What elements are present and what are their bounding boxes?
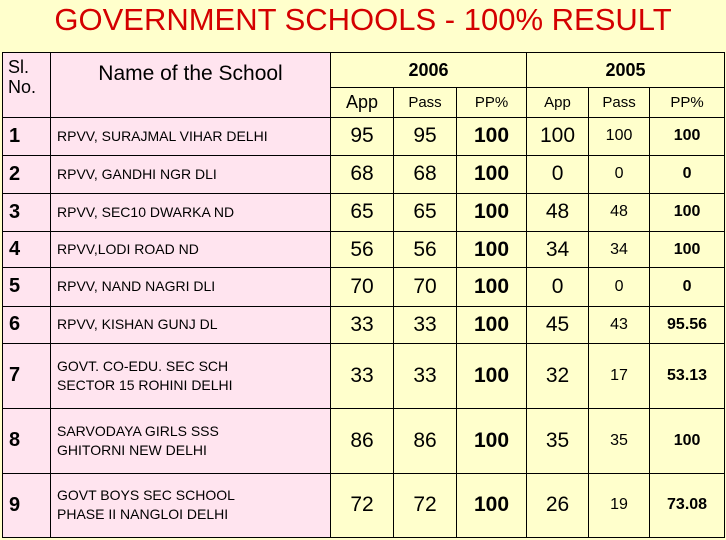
row-app-2005: 48 <box>527 193 589 231</box>
row-app-2005: 35 <box>527 409 589 473</box>
row-school-name <box>51 343 331 408</box>
school-name-line-2: SECTOR 15 ROHINI DELHI <box>57 376 233 393</box>
table-row <box>3 118 725 155</box>
row-pass-2005: 43 <box>589 306 650 343</box>
header-year-2005: 2005 <box>527 53 725 88</box>
row-school-name <box>51 306 331 343</box>
row-app-2006: 72 <box>331 473 394 537</box>
row-sl-number: 5 <box>3 268 51 306</box>
row-sl-number: 7 <box>3 343 51 408</box>
row-pp-2005: 95.56 <box>650 306 725 343</box>
row-school-name <box>51 193 331 231</box>
table-row <box>3 268 725 306</box>
header-pass-2005: Pass <box>589 88 650 118</box>
row-school-name <box>51 118 331 155</box>
school-name-line-1: GOVT BOYS SEC SCHOOL <box>57 487 235 504</box>
header-app-2005: App <box>527 88 589 118</box>
header-pp-2006: PP% <box>457 88 527 118</box>
row-pp-2005: 100 <box>650 232 725 268</box>
row-pass-2005: 0 <box>589 155 650 193</box>
row-app-2006: 68 <box>331 155 394 193</box>
table-row <box>3 409 725 473</box>
row-app-2006: 33 <box>331 343 394 408</box>
school-name-line-1: GOVT. CO-EDU. SEC SCH <box>57 357 229 374</box>
row-app-2005: 100 <box>527 118 589 155</box>
row-pass-2005: 48 <box>589 193 650 231</box>
row-sl-number: 4 <box>3 232 51 268</box>
row-school-name <box>51 409 331 473</box>
row-app-2005: 34 <box>527 232 589 268</box>
results-table <box>2 52 725 538</box>
row-school-name <box>51 155 331 193</box>
row-sl-number: 2 <box>3 155 51 193</box>
school-name-line-1: RPVV, KISHAN GUNJ DL <box>57 316 218 333</box>
school-name-line-1: RPVV, SURAJMAL VIHAR DELHI <box>57 127 268 144</box>
row-pass-2006: 72 <box>394 473 457 537</box>
header-pass-2006: Pass <box>394 88 457 118</box>
row-pp-2006: 100 <box>457 155 527 193</box>
row-pp-2006: 100 <box>457 306 527 343</box>
row-pp-2005: 100 <box>650 409 725 473</box>
row-app-2006: 33 <box>331 306 394 343</box>
row-app-2005: 32 <box>527 343 589 408</box>
header-app-2006: App <box>331 88 394 118</box>
row-pp-2005: 100 <box>650 118 725 155</box>
row-school-name <box>51 268 331 306</box>
row-pass-2005: 100 <box>589 118 650 155</box>
row-school-name <box>51 232 331 268</box>
row-pp-2005: 0 <box>650 155 725 193</box>
row-app-2006: 95 <box>331 118 394 155</box>
school-name-line-1: RPVV, GANDHI NGR DLI <box>57 165 217 182</box>
school-name-line-2: GHITORNI NEW DELHI <box>57 441 207 458</box>
row-pp-2006: 100 <box>457 118 527 155</box>
row-sl-number: 3 <box>3 193 51 231</box>
row-pass-2006: 95 <box>394 118 457 155</box>
row-pp-2006: 100 <box>457 232 527 268</box>
row-app-2006: 86 <box>331 409 394 473</box>
row-sl-number: 1 <box>3 118 51 155</box>
header-pp-2005: PP% <box>650 88 725 118</box>
school-name-line-1: RPVV,LODI ROAD ND <box>57 241 199 258</box>
row-pass-2006: 56 <box>394 232 457 268</box>
row-pp-2006: 100 <box>457 409 527 473</box>
row-pp-2005: 73.08 <box>650 473 725 537</box>
row-school-name <box>51 473 331 537</box>
row-sl-number: 6 <box>3 306 51 343</box>
row-pass-2005: 34 <box>589 232 650 268</box>
school-name-line-1: SARVODAYA GIRLS SSS <box>57 422 219 439</box>
table-row <box>3 232 725 268</box>
row-app-2006: 56 <box>331 232 394 268</box>
row-pp-2005: 53.13 <box>650 343 725 408</box>
header-year-2006: 2006 <box>331 53 527 88</box>
row-pass-2006: 33 <box>394 343 457 408</box>
school-name-line-2: PHASE II NANGLOI DELHI <box>57 506 229 523</box>
row-sl-number: 8 <box>3 409 51 473</box>
school-name-line-1: RPVV, SEC10 DWARKA ND <box>57 203 235 220</box>
row-pp-2006: 100 <box>457 473 527 537</box>
header-row-years <box>3 53 725 88</box>
row-pass-2005: 19 <box>589 473 650 537</box>
row-pp-2005: 0 <box>650 268 725 306</box>
table-row <box>3 473 725 537</box>
row-pp-2006: 100 <box>457 268 527 306</box>
row-pp-2006: 100 <box>457 343 527 408</box>
row-pass-2005: 17 <box>589 343 650 408</box>
row-pp-2006: 100 <box>457 193 527 231</box>
row-app-2005: 0 <box>527 268 589 306</box>
table-row <box>3 343 725 408</box>
row-sl-number: 9 <box>3 473 51 537</box>
row-app-2005: 45 <box>527 306 589 343</box>
row-pass-2006: 65 <box>394 193 457 231</box>
row-pp-2005: 100 <box>650 193 725 231</box>
row-pass-2006: 68 <box>394 155 457 193</box>
row-pass-2006: 86 <box>394 409 457 473</box>
school-name-line-1: RPVV, NAND NAGRI DLI <box>57 278 216 295</box>
table-row <box>3 155 725 193</box>
table-row <box>3 193 725 231</box>
row-pass-2006: 70 <box>394 268 457 306</box>
row-app-2005: 26 <box>527 473 589 537</box>
row-pass-2005: 35 <box>589 409 650 473</box>
row-app-2006: 65 <box>331 193 394 231</box>
row-pass-2005: 0 <box>589 268 650 306</box>
header-school-name: Name of the School <box>51 53 331 118</box>
row-app-2005: 0 <box>527 155 589 193</box>
table-row <box>3 306 725 343</box>
header-sl-no: Sl. No. <box>3 53 51 118</box>
row-app-2006: 70 <box>331 268 394 306</box>
row-pass-2006: 33 <box>394 306 457 343</box>
page-title: GOVERNMENT SCHOOLS - 100% RESULT <box>54 2 672 37</box>
